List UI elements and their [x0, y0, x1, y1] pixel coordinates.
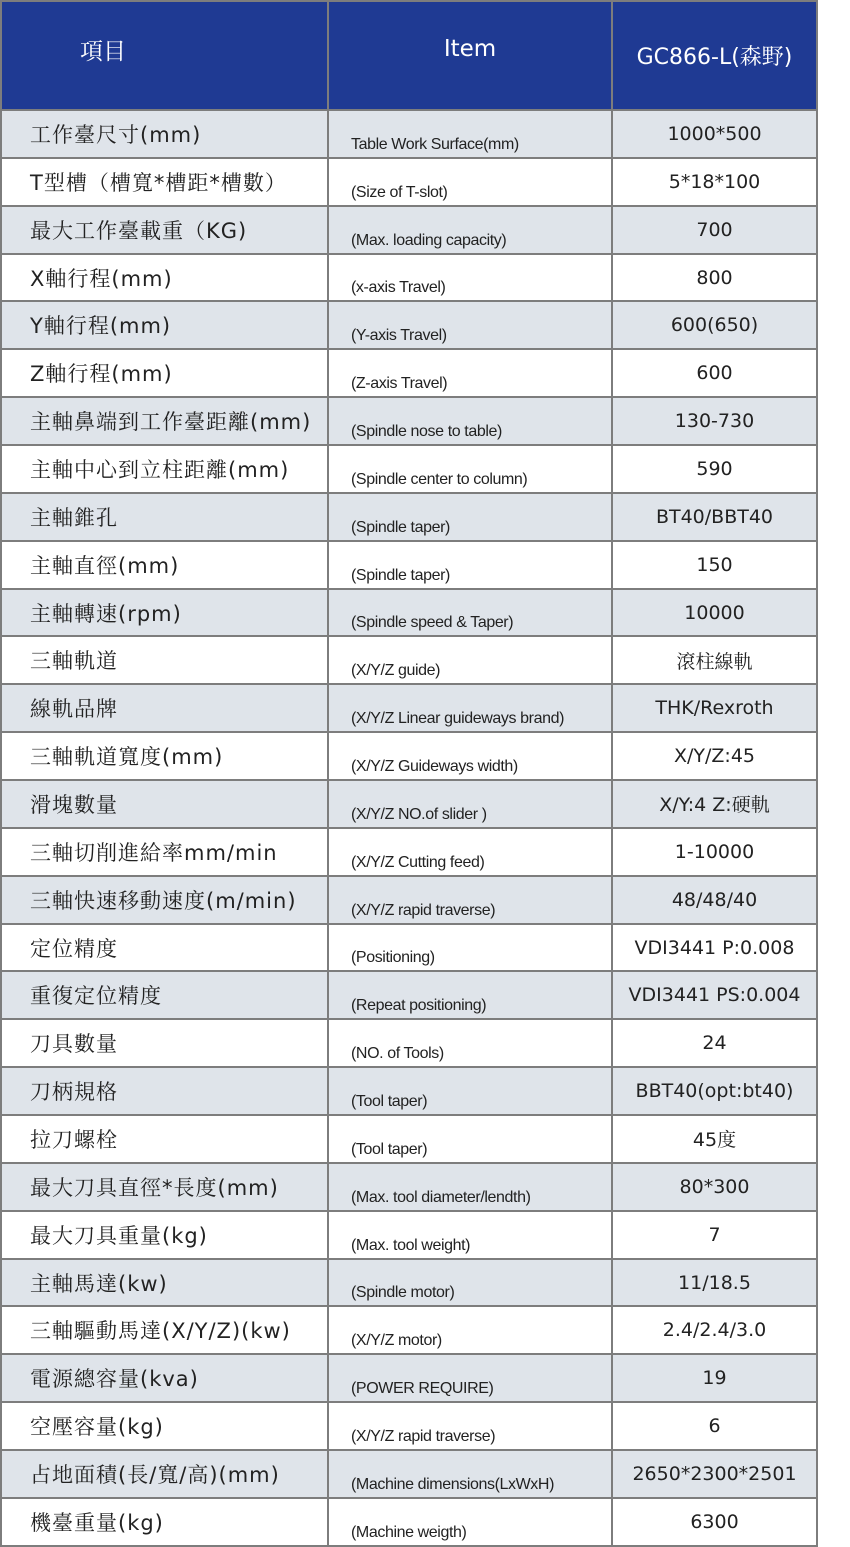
spec-name-cn: 定位精度	[1, 924, 328, 972]
spec-name-en: (X/Y/Z rapid traverse)	[328, 876, 612, 924]
spec-name-cn: 最大刀具重量(kg)	[1, 1211, 328, 1259]
spec-name-en: (Max. tool weight)	[328, 1211, 612, 1259]
spec-name-en: (Repeat positioning)	[328, 971, 612, 1019]
spec-value: 1000*500	[612, 110, 817, 158]
table-row	[1, 541, 817, 589]
spec-value: 7	[612, 1211, 817, 1259]
spec-value: 10000	[612, 589, 817, 637]
spec-name-en: (Z-axis Travel)	[328, 349, 612, 397]
spec-name-en: (Size of T-slot)	[328, 158, 612, 206]
spec-value: 150	[612, 541, 817, 589]
spec-name-cn: 電源總容量(kva)	[1, 1354, 328, 1402]
spec-name-en: (X/Y/Z Guideways width)	[328, 732, 612, 780]
table-row	[1, 1067, 817, 1115]
spec-name-en: (Machine dimensions(LxWxH)	[328, 1450, 612, 1498]
spec-name-cn: X軸行程(mm)	[1, 254, 328, 302]
spec-name-cn: 主軸直徑(mm)	[1, 541, 328, 589]
table-row	[1, 1402, 817, 1450]
spec-body	[1, 110, 817, 1546]
spec-name-en: (x-axis Travel)	[328, 254, 612, 302]
spec-value: 6	[612, 1402, 817, 1450]
spec-value: 1-10000	[612, 828, 817, 876]
spec-value: 滾柱線軌	[612, 636, 817, 684]
spec-name-cn: 重復定位精度	[1, 971, 328, 1019]
spec-name-cn: 最大工作臺載重（KG)	[1, 206, 328, 254]
spec-name-cn: T型槽（槽寬*槽距*槽數）	[1, 158, 328, 206]
header-model: GC866-L(森野)	[612, 1, 817, 110]
spec-value: BT40/BBT40	[612, 493, 817, 541]
spec-value: 6300	[612, 1498, 817, 1546]
table-row	[1, 1019, 817, 1067]
table-row	[1, 971, 817, 1019]
spec-name-en: (X/Y/Z rapid traverse)	[328, 1402, 612, 1450]
table-row	[1, 349, 817, 397]
spec-name-en: (NO. of Tools)	[328, 1019, 612, 1067]
spec-name-cn: 占地面積(長/寬/高)(mm)	[1, 1450, 328, 1498]
spec-name-cn: 主軸轉速(rpm)	[1, 589, 328, 637]
table-row	[1, 1163, 817, 1211]
spec-value: THK/Rexroth	[612, 684, 817, 732]
table-row	[1, 1306, 817, 1354]
spec-name-cn: 線軌品牌	[1, 684, 328, 732]
table-row	[1, 445, 817, 493]
spec-value: 5*18*100	[612, 158, 817, 206]
spec-name-en: (Spindle speed & Taper)	[328, 589, 612, 637]
table-row	[1, 301, 817, 349]
spec-value: 48/48/40	[612, 876, 817, 924]
spec-name-en: (X/Y/Z NO.of slider )	[328, 780, 612, 828]
table-row	[1, 493, 817, 541]
table-row	[1, 732, 817, 780]
table-row	[1, 1115, 817, 1163]
spec-name-en: (Max. loading capacity)	[328, 206, 612, 254]
spec-name-en: (Spindle nose to table)	[328, 397, 612, 445]
spec-name-cn: 工作臺尺寸(mm)	[1, 110, 328, 158]
spec-value: 80*300	[612, 1163, 817, 1211]
table-row	[1, 206, 817, 254]
spec-name-cn: 主軸馬達(kw)	[1, 1259, 328, 1307]
spec-name-en: (Max. tool diameter/lendth)	[328, 1163, 612, 1211]
table-row	[1, 1354, 817, 1402]
table-row	[1, 1211, 817, 1259]
spec-value: VDI3441 PS:0.004	[612, 971, 817, 1019]
spec-value: 11/18.5	[612, 1259, 817, 1307]
spec-name-cn: 三軸切削進給率mm/min	[1, 828, 328, 876]
spec-name-en: (X/Y/Z motor)	[328, 1306, 612, 1354]
spec-name-en: (X/Y/Z Linear guideways brand)	[328, 684, 612, 732]
spec-value: 800	[612, 254, 817, 302]
spec-name-en: Table Work Surface(mm)	[328, 110, 612, 158]
spec-name-en: (Spindle center to column)	[328, 445, 612, 493]
spec-name-en: (Spindle motor)	[328, 1259, 612, 1307]
spec-name-cn: Y軸行程(mm)	[1, 301, 328, 349]
spec-name-en: (Positioning)	[328, 924, 612, 972]
spec-value: X/Y:4 Z:硬軌	[612, 780, 817, 828]
spec-name-cn: 三軸快速移動速度(m/min)	[1, 876, 328, 924]
spec-value: 19	[612, 1354, 817, 1402]
spec-name-en: (Spindle taper)	[328, 493, 612, 541]
table-row	[1, 158, 817, 206]
spec-value: BBT40(opt:bt40)	[612, 1067, 817, 1115]
spec-value: VDI3441 P:0.008	[612, 924, 817, 972]
spec-name-en: (Machine weigth)	[328, 1498, 612, 1546]
spec-value: 2650*2300*2501	[612, 1450, 817, 1498]
spec-name-cn: 刀柄規格	[1, 1067, 328, 1115]
spec-value: 2.4/2.4/3.0	[612, 1306, 817, 1354]
table-row	[1, 397, 817, 445]
table-row	[1, 684, 817, 732]
spec-name-cn: 機臺重量(kg)	[1, 1498, 328, 1546]
table-row	[1, 1450, 817, 1498]
spec-name-cn: 三軸軌道寬度(mm)	[1, 732, 328, 780]
spec-name-cn: 刀具數量	[1, 1019, 328, 1067]
spec-value: 24	[612, 1019, 817, 1067]
spec-value: 600	[612, 349, 817, 397]
spec-name-en: (X/Y/Z Cutting feed)	[328, 828, 612, 876]
header-item-en: Item	[328, 1, 612, 110]
spec-name-cn: 主軸中心到立柱距離(mm)	[1, 445, 328, 493]
spec-name-cn: 最大刀具直徑*長度(mm)	[1, 1163, 328, 1211]
spec-name-cn: 主軸錐孔	[1, 493, 328, 541]
table-row	[1, 1259, 817, 1307]
table-row	[1, 828, 817, 876]
spec-name-cn: 主軸鼻端到工作臺距離(mm)	[1, 397, 328, 445]
spec-name-en: (Spindle taper)	[328, 541, 612, 589]
spec-value: 600(650)	[612, 301, 817, 349]
table-row	[1, 110, 817, 158]
table-row	[1, 589, 817, 637]
spec-name-cn: 滑塊數量	[1, 780, 328, 828]
header-item-cn: 項目	[1, 1, 328, 110]
spec-name-en: (Y-axis Travel)	[328, 301, 612, 349]
spec-name-en: (Tool taper)	[328, 1115, 612, 1163]
spec-value: 590	[612, 445, 817, 493]
spec-name-cn: Z軸行程(mm)	[1, 349, 328, 397]
table-row	[1, 876, 817, 924]
spec-value: 45度	[612, 1115, 817, 1163]
spec-name-en: (X/Y/Z guide)	[328, 636, 612, 684]
spec-name-en: (POWER REQUIRE)	[328, 1354, 612, 1402]
spec-value: 130-730	[612, 397, 817, 445]
table-row	[1, 780, 817, 828]
spec-value: X/Y/Z:45	[612, 732, 817, 780]
table-row	[1, 636, 817, 684]
spec-name-en: (Tool taper)	[328, 1067, 612, 1115]
spec-value: 700	[612, 206, 817, 254]
spec-name-cn: 空壓容量(kg)	[1, 1402, 328, 1450]
header-row	[1, 1, 817, 110]
table-row	[1, 254, 817, 302]
table-row	[1, 924, 817, 972]
spec-name-cn: 三軸軌道	[1, 636, 328, 684]
spec-name-cn: 三軸驅動馬達(X/Y/Z)(kw)	[1, 1306, 328, 1354]
spec-name-cn: 拉刀螺栓	[1, 1115, 328, 1163]
